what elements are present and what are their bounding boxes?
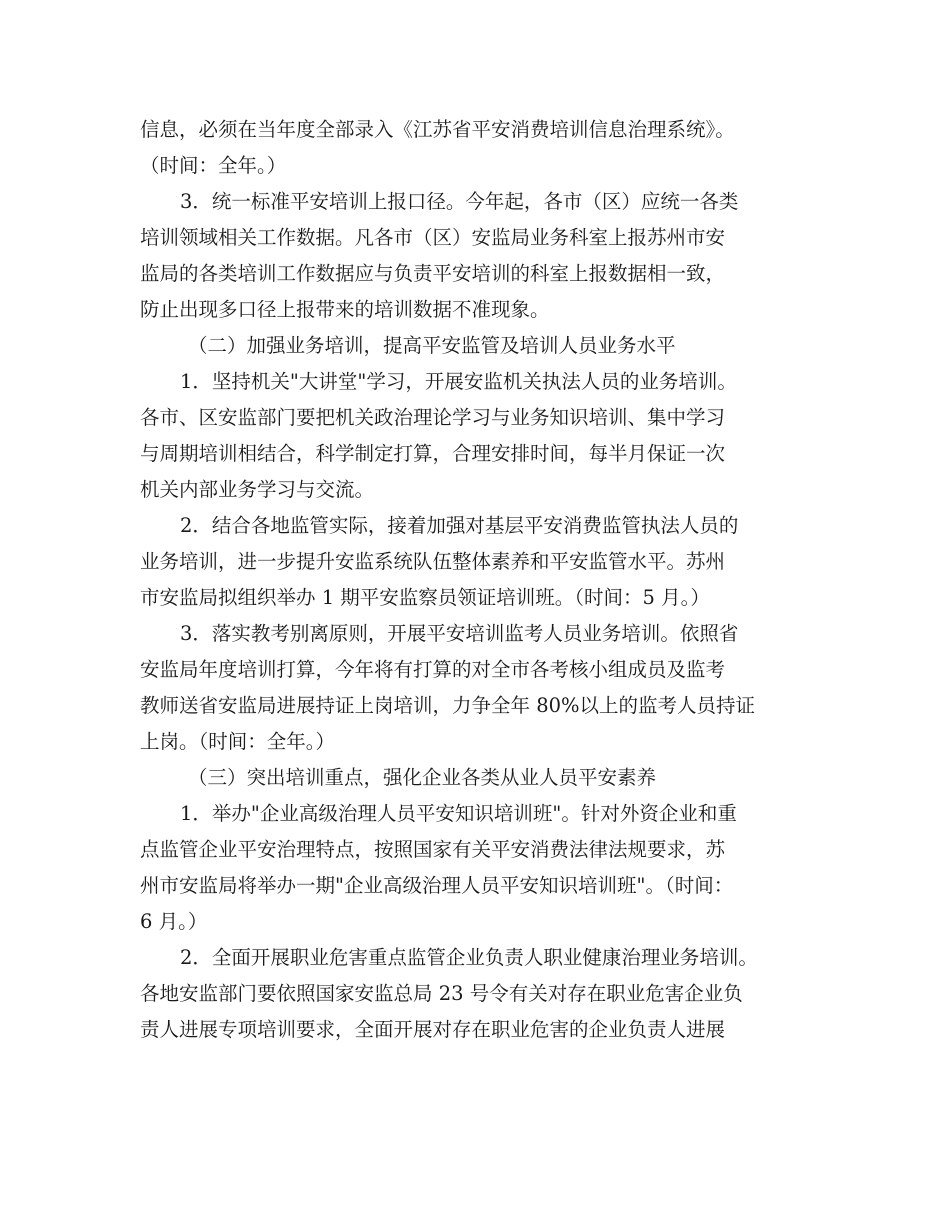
text-line: 监局的各类培训工作数据应与负责平安培训的科室上报数据相一致， bbox=[140, 262, 726, 285]
text-line: 州市安监局将举办一期"企业高级治理人员平安知识培训班"。（时间： bbox=[140, 874, 734, 897]
section-heading: （二）加强业务培训，提高平安监管及培训人员业务水平 bbox=[188, 334, 676, 357]
text-line: 点监管企业平安治理特点，按照国家有关平安消费法律法规要求，苏 bbox=[140, 838, 726, 861]
text-line: 6 月。） bbox=[140, 910, 208, 933]
text-line: 3．落实教考别离原则，开展平安培训监考人员业务培训。依照省 bbox=[180, 622, 739, 645]
text-line: 机关内部业务学习与交流。 bbox=[140, 478, 375, 501]
text-line: 防止出现多口径上报带来的培训数据不准现象。 bbox=[140, 298, 550, 321]
text-line: 安监局年度培训打算，今年将有打算的对全市各考核小组成员及监考 bbox=[140, 658, 726, 681]
text-line: 信息，必须在当年度全部录入《江苏省平安消费培训信息治理系统》。 bbox=[140, 118, 735, 141]
text-line: 2．全面开展职业危害重点监管企业负责人职业健康治理业务培训。 bbox=[180, 946, 758, 969]
text-line: 市安监局拟组织举办 1 期平安监察员领证培训班。（时间：5 月。） bbox=[140, 586, 710, 609]
text-line: 3．统一标准平安培训上报口径。今年起，各市（区）应统一各类 bbox=[180, 190, 739, 213]
text-line: 上岗。（时间：全年。） bbox=[140, 730, 336, 753]
text-line: 责人进展专项培训要求，全面开展对存在职业危害的企业负责人进展 bbox=[140, 1018, 726, 1041]
text-line: 2．结合各地监管实际，接着加强对基层平安消费监管执法人员的 bbox=[180, 514, 739, 537]
text-line: 与周期培训相结合，科学制定打算，合理安排时间，每半月保证一次 bbox=[140, 442, 726, 465]
text-line: 1．坚持机关"大讲堂"学习，开展安监机关执法人员的业务培训。 bbox=[180, 370, 737, 393]
text-line: （时间：全年。） bbox=[140, 154, 287, 177]
text-line: 教师送省安监局进展持证上岗培训，力争全年 80%以上的监考人员持证 bbox=[140, 694, 756, 717]
text-line: 1．举办"企业高级治理人员平安知识培训班"。针对外资企业和重 bbox=[180, 802, 737, 825]
text-line: 各市、区安监部门要把机关政治理论学习与业务知识培训、集中学习 bbox=[140, 406, 726, 429]
text-line: 各地安监部门要依照国家安监总局 23 号令有关对存在职业危害企业负 bbox=[140, 982, 743, 1005]
text-line: 培训领域相关工作数据。凡各市（区）安监局业务科室上报苏州市安 bbox=[140, 226, 726, 249]
document-body bbox=[140, 112, 830, 1048]
section-heading: （三）突出培训重点，强化企业各类从业人员平安素养 bbox=[188, 766, 657, 789]
text-line: 业务培训，进一步提升安监系统队伍整体素养和平安监管水平。苏州 bbox=[140, 550, 726, 573]
